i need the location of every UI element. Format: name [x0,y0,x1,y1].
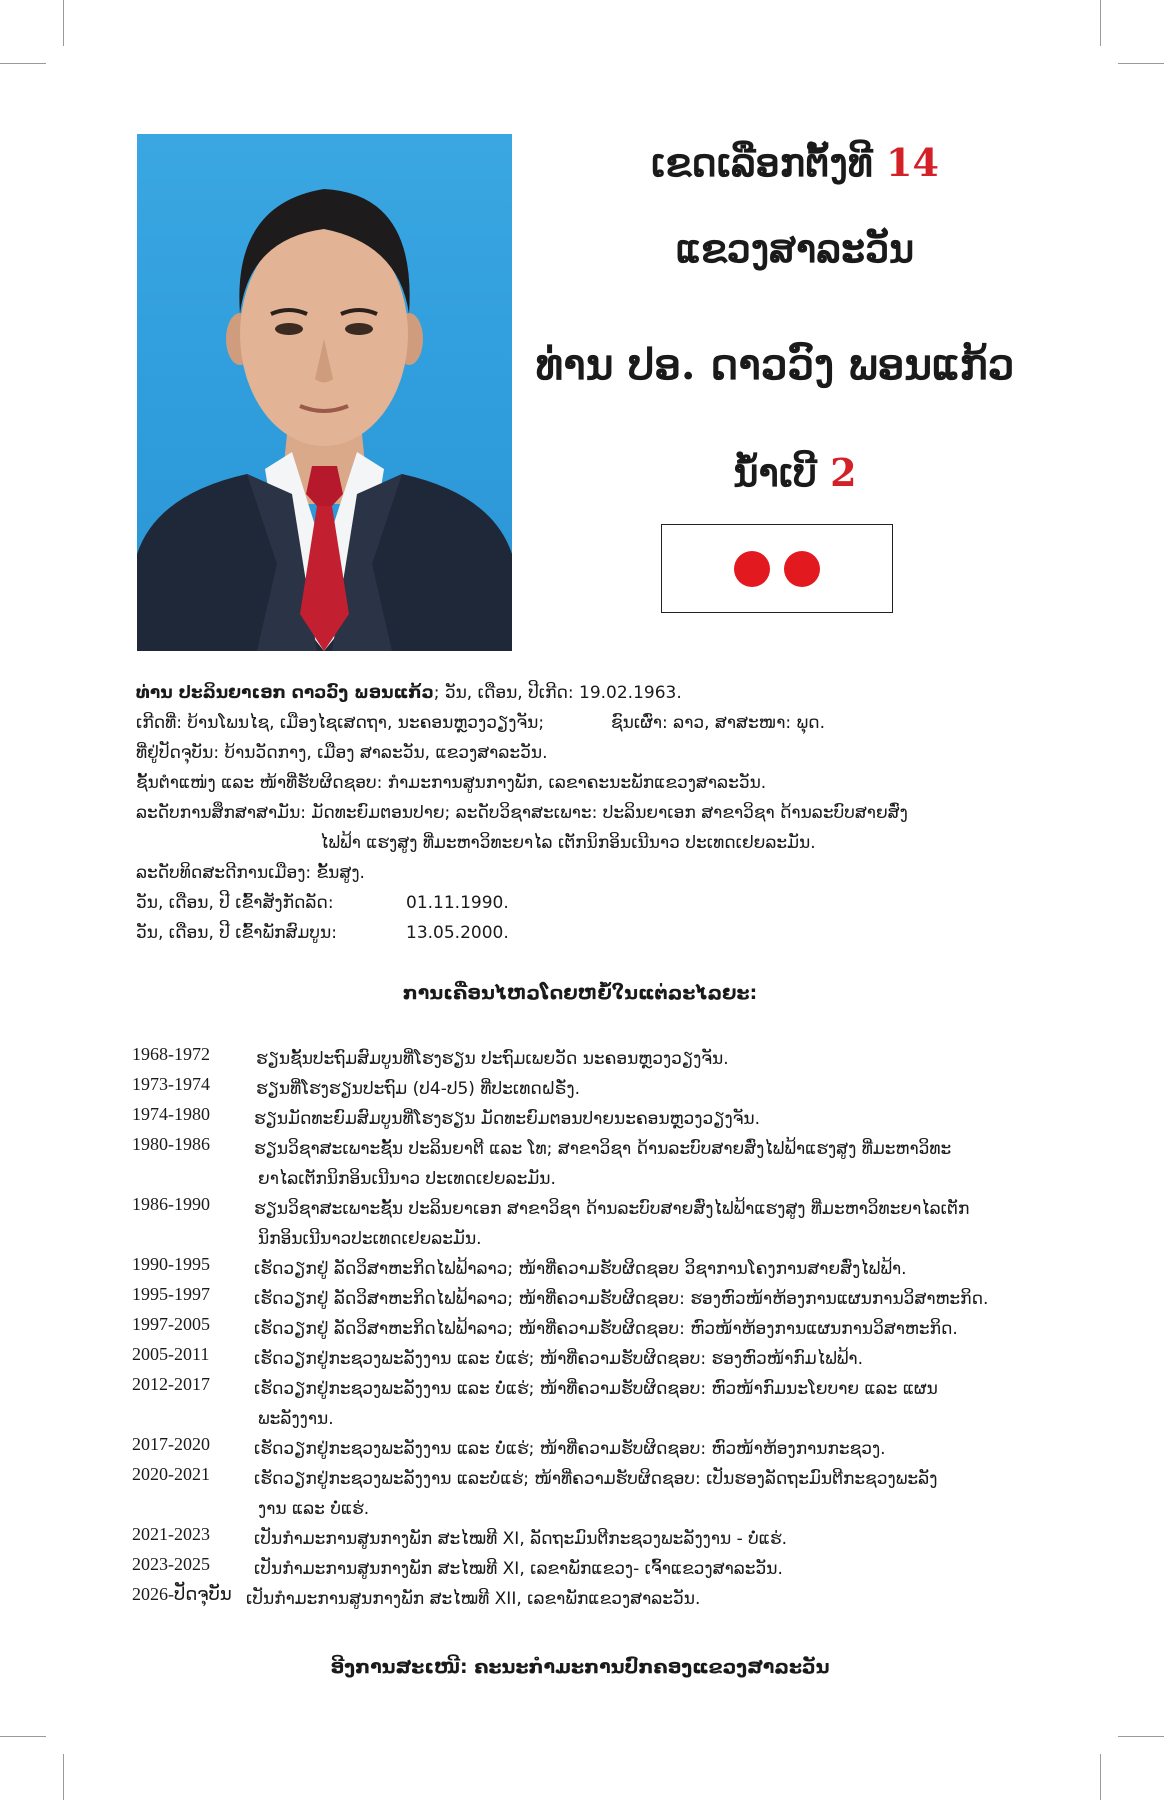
constituency-label: ເຂດເລືອກຕັ້ງທີ [651,140,873,185]
bio-ethnicity: ຊົນເຜົ່າ: ລາວ, ສາສະໜາ: ພຸດ. [611,713,825,733]
crop-mark [0,1736,46,1737]
timeline-years: 1997-2005 [132,1314,210,1334]
timeline-text: ງານ ແລະ ບໍ່ແຮ່. [258,1499,370,1519]
timeline-years: 1995-1997 [132,1284,210,1304]
bio-residence: ທີ່ຢູ່ປັດຈຸບັນ: ບ້ານວັດກາງ, ເມືອງ ສາລະວັນ, ແຂວງສາລະວັນ. [136,743,548,763]
timeline-row [132,1464,1032,1524]
timeline-text: ເປັນກໍາມະການສູນກາງພັກ ສະໄໝທີ XI, ລັດຖະມົນຕີກະຊວງພະລັງງານ - ບໍ່ແຮ່. [254,1529,788,1549]
timeline-row [132,1044,1032,1074]
ballot-dot [784,551,820,587]
bio-birthplace: ເກີດທີ່: ບ້ານໂພນໄຊ, ເມືອງໄຊເສດຖາ, ນະຄອນຫຼວງວຽງຈັນ; [136,713,545,733]
timeline-text: ເປັນກໍາມະການສູນກາງພັກ ສະໄໝທີ XI, ເລຂາພັກແຂວງ- ເຈົ້າແຂວງສາລະວັນ. [254,1559,783,1579]
timeline-row [132,1554,1032,1584]
ballot-number-heading [640,450,950,495]
timeline-text: ເປັນກໍາມະການສູນກາງພັກ ສະໄໝທີ XII, ເລຂາພັກແຂວງສາລະວັນ. [246,1589,701,1609]
constituency-number: 14 [886,140,939,185]
timeline [132,1044,1032,1614]
timeline-years: 1968-1972 [132,1044,210,1064]
timeline-text: ເຮັດວຽກຢູ່ ລັດວິສາຫະກິດໄຟຟ້າລາວ; ໜ້າທີ່ຄວາມຮັບຜິດຊອບ ວິຊາການໂຄງການສາຍສົ່ງໄຟຟ້າ. [254,1259,907,1279]
crop-mark [0,63,46,64]
timeline-row [132,1254,1032,1284]
crop-mark [1118,1736,1164,1737]
timeline-text: ຮຽນທີ່ໂຮງຮຽນປະຖົມ (ປ4-ປ5) ທີ່ປະເທດຝຣັ່ງ. [256,1079,580,1099]
candidate-photo [137,134,512,651]
timeline-text: ຮຽນມັດທະຍົມສົມບູນທີ່ໂຮງຮຽນ ມັດທະຍົມຕອນປາຍນະຄອນຫຼວງວຽງຈັນ. [254,1109,761,1129]
timeline-row [132,1284,1032,1314]
timeline-years: 2012-2017 [132,1374,210,1394]
timeline-text: ເຮັດວຽກຢູ່ ລັດວິສາຫະກິດໄຟຟ້າລາວ; ໜ້າທີ່ຄວາມຮັບຜິດຊອບ: ຫົວໜ້າຫ້ອງການແຜນການວິສາຫະກິດ. [254,1319,958,1339]
bio-state-join-label: ວັນ, ເດືອນ, ປີ ເຂົ້າສັງກັດລັດ: [136,893,334,913]
timeline-row [132,1074,1032,1104]
timeline-text: ຮຽນຊັ້ນປະຖົມສົມບູນທີ່ໂຮງຮຽນ ປະຖົມເພຍວັດ ນະຄອນຫຼວງວຽງຈັນ. [256,1049,729,1069]
ballot-symbol [661,524,893,613]
bio-state-join-row [136,888,1036,918]
crop-mark [1100,0,1101,46]
timeline-years: 2026-ປັດຈຸບັນ [132,1584,232,1604]
timeline-years: 2023-2025 [132,1554,210,1574]
bio-position: ຊັ້ນຕໍາແໜ່ງ ແລະ ໜ້າທີ່ຮັບຜິດຊອບ: ກໍາມະການສູນກາງພັກ, ເລຂາຄະນະພັກແຂວງສາລະວັນ. [136,773,767,793]
crop-mark [1118,63,1164,64]
timeline-row [132,1584,1032,1614]
bio-name: ທ່ານ ປະລິນຍາເອກ ດາວວົງ ພອນແກ້ວ [136,683,434,703]
timeline-years: 1980-1986 [132,1134,210,1154]
bio-education-cont: ໄຟຟ້າ ແຮງສູງ ທີ່ມະຫາວິທະຍາໄລ ເຕັກນິກອິນເນີນາວ ປະເທດເຢຍລະມັນ. [320,833,816,853]
crop-mark [63,0,64,46]
bio-party-join-date: 13.05.2000. [406,923,509,943]
timeline-years: 1974-1980 [132,1104,210,1124]
timeline-text: ເຮັດວຽກຢູ່ກະຊວງພະລັງງານ ແລະບໍ່ແຮ່; ໜ້າທີ່ຄວາມຮັບຜິດຊອບ: ເປັນຮອງລັດຖະມົນຕີກະຊວງພະລັງ [254,1469,938,1489]
timeline-text: ຮຽນວິຊາສະເພາະຊັ້ນ ປະລິນຍາຕີ ແລະ ໂທ; ສາຂາວິຊາ ດ້ານລະບົບສາຍສົ່ງໄຟຟ້າແຮງສູງ ທີ່ມະຫາວິທະ [254,1139,952,1159]
crop-mark [1100,1754,1101,1800]
timeline-row [132,1434,1032,1464]
timeline-years: 1973-1974 [132,1074,210,1094]
bio-birthplace-row [136,708,1036,738]
timeline-row [132,1104,1032,1134]
timeline-text: ເຮັດວຽກຢູ່ ລັດວິສາຫະກິດໄຟຟ້າລາວ; ໜ້າທີ່ຄວາມຮັບຜິດຊອບ: ຮອງຫົວໜ້າຫ້ອງການແຜນການວິສາຫະກິດ. [254,1289,989,1309]
footer-proposer: ອີງການສະເໜີ: ຄະນະກໍາມະການປົກຄອງແຂວງສາລະວັນ [330,1656,830,1678]
constituency-heading [600,140,990,185]
ballot-dot [734,551,770,587]
timeline-text: ເຮັດວຽກຢູ່ກະຊວງພະລັງງານ ແລະ ບໍ່ແຮ່; ໜ້າທີ່ຄວາມຮັບຜິດຊອບ: ຫົວໜ້າຫ້ອງການກະຊວງ. [254,1439,886,1459]
timeline-row [132,1344,1032,1374]
timeline-years: 1990-1995 [132,1254,210,1274]
bio-education: ລະດັບການສຶກສາສາມັນ: ມັດທະຍົມຕອນປາຍ; ລະດັບວິຊາສະເພາະ: ປະລິນຍາເອກ ສາຂາວິຊາ ດ້ານລະບົບສາຍສົ່ງ [136,803,908,823]
timeline-row [132,1134,1032,1194]
province-heading: ແຂວງສາລະວັນ [675,226,915,271]
timeline-text: ຍາໄລເຕັກນິກອິນເນີນາວ ປະເທດເຢຍລະມັນ. [258,1169,556,1189]
timeline-row [132,1374,1032,1434]
crop-mark [63,1754,64,1800]
timeline-text: ພະລັງງານ. [258,1409,334,1429]
timeline-years: 2017-2020 [132,1434,210,1454]
timeline-row [132,1194,1032,1254]
timeline-text: ນິກອິນເນີນາວປະເທດເຢຍລະມັນ. [258,1229,482,1249]
bio-party-join-label: ວັນ, ເດືອນ, ປີ ເຂົ້າພັກສົມບູນ: [136,923,337,943]
timeline-years: 2020-2021 [132,1464,210,1484]
bio-party-join-row [136,918,1036,948]
timeline-years: 2005-2011 [132,1344,210,1364]
timeline-text: ເຮັດວຽກຢູ່ກະຊວງພະລັງງານ ແລະ ບໍ່ແຮ່; ໜ້າທີ່ຄວາມຮັບຜິດຊອບ: ຫົວໜ້າກົມນະໂຍບາຍ ແລະ ແຜນ [254,1379,938,1399]
bio-state-join-date: 01.11.1990. [406,893,509,913]
timeline-row [132,1524,1032,1554]
timeline-text: ຮຽນວິຊາສະເພາະຊັ້ນ ປະລິນຍາເອກ ສາຂາວິຊາ ດ້ານລະບົບສາຍສົ່ງໄຟຟ້າແຮງສູງ ທີ່ມະຫາວິທະຍາໄລເຕັກ [254,1199,970,1219]
ballot-number: 2 [830,450,857,495]
bio-political-theory: ລະດັບທິດສະດີການເມືອງ: ຂັ້ນສູງ. [136,863,365,883]
timeline-row [132,1314,1032,1344]
ballot-label: ນໍ້າເບີ [733,450,817,495]
timeline-title: ການເຄື່ອນໄຫວໂດຍຫຍໍ້ໃນແຕ່ລະໄລຍະ: [402,982,758,1004]
biography [136,678,1036,948]
timeline-years: 1986-1990 [132,1194,210,1214]
bio-dob: ; ວັນ, ເດືອນ, ປີເກີດ: 19.02.1963. [433,683,682,703]
timeline-years: 2021-2023 [132,1524,210,1544]
bio-name-row [136,678,1036,708]
candidate-name: ທ່ານ ປອ. ດາວວົງ ພອນແກ້ວ [535,340,1015,389]
timeline-text: ເຮັດວຽກຢູ່ກະຊວງພະລັງງານ ແລະ ບໍ່ແຮ່; ໜ້າທີ່ຄວາມຮັບຜິດຊອບ: ຮອງຫົວໜ້າກົມໄຟຟ້າ. [254,1349,863,1369]
